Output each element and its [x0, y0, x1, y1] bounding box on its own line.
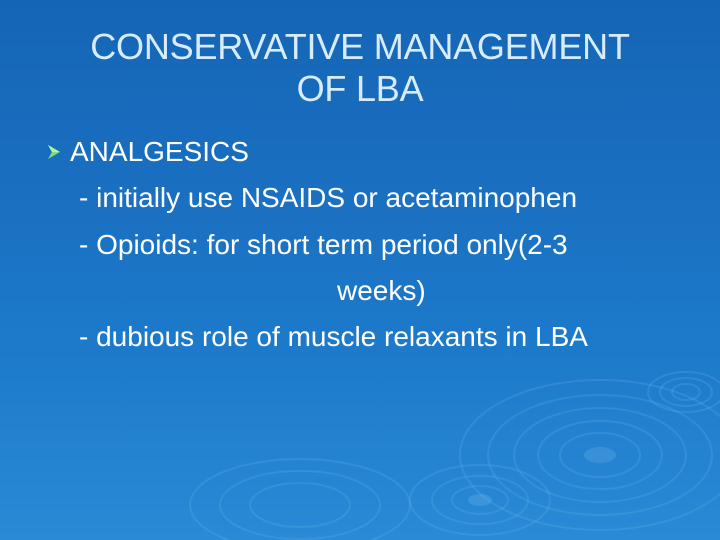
arrow-bullet-icon [46, 143, 62, 161]
bullet-item [46, 134, 249, 170]
sub-item-opioids-continued: weeks) [337, 275, 426, 306]
sub-item-muscle-relaxants: - dubious role of muscle relaxants in LBA [79, 321, 588, 352]
sub-item-opioids: - Opioids: for short term period only(2-3 [79, 229, 568, 260]
sub-item-nsaids: - initially use NSAIDS or acetaminophen [79, 182, 578, 213]
slide-title-line-2: OF LBA [296, 68, 424, 109]
slide-title-line-1: CONSERVATIVE MANAGEMENT [90, 26, 630, 67]
bullet-text: ANALGESICS [70, 136, 249, 167]
